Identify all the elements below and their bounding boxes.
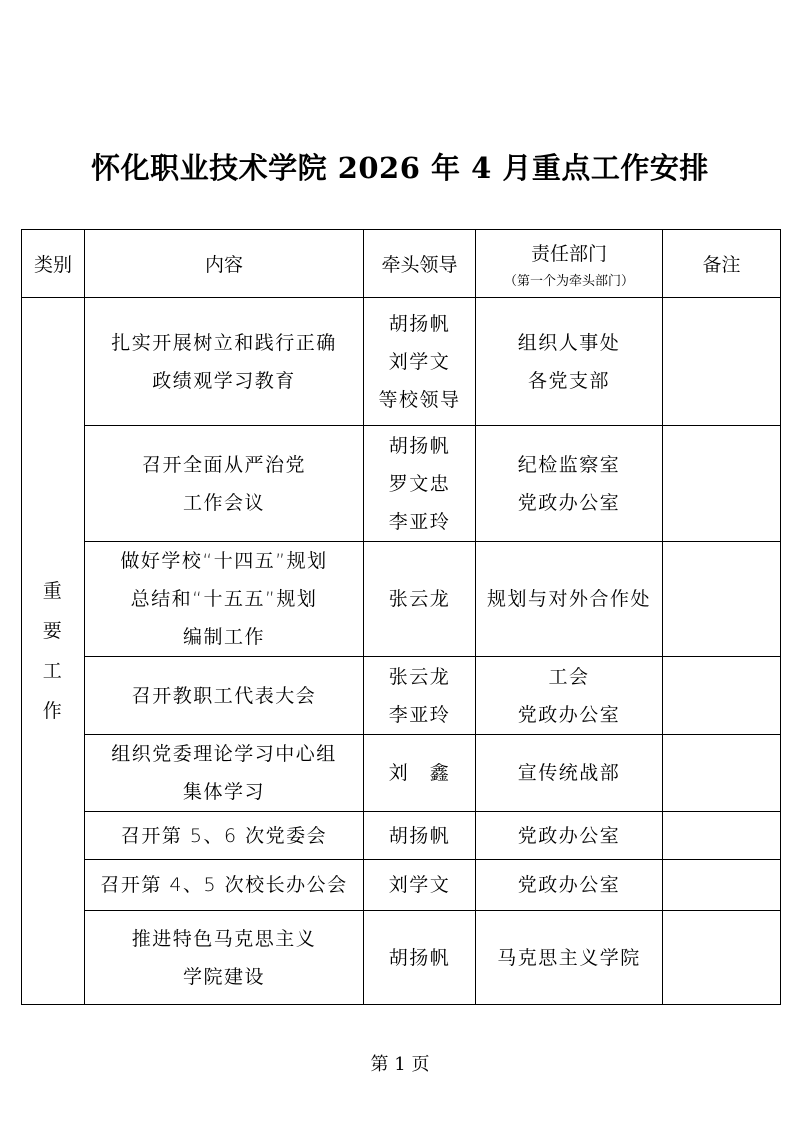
content-cell bbox=[85, 860, 364, 911]
content-line: 学院建设 bbox=[182, 965, 265, 988]
leader-line: 张云龙 bbox=[388, 588, 451, 610]
content-line: 工作会议 bbox=[182, 491, 265, 514]
department-line: 马克思主义学院 bbox=[497, 946, 641, 969]
leader-line: 罗文忠 bbox=[388, 472, 451, 495]
remark-cell bbox=[663, 812, 781, 860]
leader-cell bbox=[364, 911, 476, 1005]
leader-cell bbox=[364, 657, 476, 735]
department-line: 党政办公室 bbox=[517, 824, 621, 847]
leader-line: 刘学文 bbox=[388, 874, 451, 896]
leader-line: 胡扬帆 bbox=[388, 434, 451, 457]
header-department-label: 责任部门 bbox=[530, 242, 607, 265]
department-line: 党政办公室 bbox=[517, 874, 621, 896]
content-cell bbox=[85, 735, 364, 812]
department-cell bbox=[476, 298, 663, 426]
leader-line: 胡扬帆 bbox=[388, 312, 451, 335]
header-department bbox=[476, 230, 663, 298]
table-row bbox=[22, 542, 781, 657]
leader-line: 刘 鑫 bbox=[388, 762, 451, 784]
department-cell bbox=[476, 735, 663, 812]
content-cell bbox=[85, 657, 364, 735]
department-line: 各党支部 bbox=[527, 369, 610, 392]
remark-cell bbox=[663, 860, 781, 911]
leader-line: 李亚玲 bbox=[388, 510, 451, 533]
content-cell bbox=[85, 812, 364, 860]
department-cell bbox=[476, 911, 663, 1005]
header-remark: 备注 bbox=[663, 230, 781, 298]
category-char: 作 bbox=[42, 700, 64, 722]
leader-cell bbox=[364, 735, 476, 812]
work-plan-table bbox=[21, 229, 781, 1005]
department-cell bbox=[476, 860, 663, 911]
content-cell bbox=[85, 911, 364, 1005]
department-line: 规划与对外合作处 bbox=[486, 588, 651, 610]
content-line: 召开全面从严治党 bbox=[141, 453, 306, 476]
table-row bbox=[22, 911, 781, 1005]
table-row bbox=[22, 812, 781, 860]
category-char: 重 bbox=[42, 580, 64, 602]
department-line: 工会 bbox=[548, 665, 590, 688]
remark-cell bbox=[663, 735, 781, 812]
table-row bbox=[22, 426, 781, 542]
content-cell bbox=[85, 542, 364, 657]
department-cell bbox=[476, 542, 663, 657]
header-department-note: （第一个为牵头部门） bbox=[503, 273, 634, 289]
table-body bbox=[22, 298, 781, 1005]
leader-line: 胡扬帆 bbox=[388, 824, 451, 847]
leader-line: 李亚玲 bbox=[388, 703, 451, 726]
content-line: 政绩观学习教育 bbox=[152, 369, 296, 392]
content-line: 扎实开展树立和践行正确 bbox=[111, 331, 337, 354]
content-line: 编制工作 bbox=[182, 626, 265, 648]
leader-cell bbox=[364, 860, 476, 911]
page-number: 第 1 页 bbox=[370, 1054, 430, 1075]
category-char: 工 bbox=[42, 660, 64, 682]
leader-cell bbox=[364, 426, 476, 542]
leader-line: 胡扬帆 bbox=[388, 946, 451, 969]
content-line: 推进特色马克思主义 bbox=[131, 927, 317, 950]
header-category: 类别 bbox=[22, 230, 85, 298]
table-row bbox=[22, 657, 781, 735]
page-title: 怀化职业技术学院 2026 年 4 月重点工作安排 bbox=[91, 151, 709, 185]
content-line: 组织党委理论学习中心组 bbox=[111, 743, 337, 765]
department-line: 党政办公室 bbox=[517, 703, 621, 726]
department-cell bbox=[476, 426, 663, 542]
department-cell bbox=[476, 812, 663, 860]
department-line: 纪检监察室 bbox=[517, 453, 621, 476]
content-line: 召开第 5、6 次党委会 bbox=[120, 824, 328, 847]
header-content: 内容 bbox=[85, 230, 364, 298]
header-leader: 牵头领导 bbox=[364, 230, 476, 298]
department-line: 党政办公室 bbox=[517, 491, 621, 514]
category-cell bbox=[22, 298, 85, 1005]
content-cell bbox=[85, 426, 364, 542]
remark-cell bbox=[663, 426, 781, 542]
remark-cell bbox=[663, 542, 781, 657]
content-line: 集体学习 bbox=[182, 781, 265, 803]
content-line: 召开教职工代表大会 bbox=[131, 684, 317, 707]
content-line: 总结和“十五五”规划 bbox=[130, 588, 318, 610]
content-line: 做好学校“十四五”规划 bbox=[120, 550, 328, 572]
remark-cell bbox=[663, 911, 781, 1005]
table-row bbox=[22, 735, 781, 812]
leader-cell bbox=[364, 542, 476, 657]
leader-line: 等校领导 bbox=[378, 388, 461, 411]
department-cell bbox=[476, 657, 663, 735]
table-row bbox=[22, 860, 781, 911]
leader-line: 刘学文 bbox=[388, 350, 451, 373]
department-line: 组织人事处 bbox=[517, 331, 621, 354]
leader-cell bbox=[364, 298, 476, 426]
category-char: 要 bbox=[42, 620, 64, 642]
remark-cell bbox=[663, 657, 781, 735]
department-line: 宣传统战部 bbox=[517, 762, 621, 784]
content-cell bbox=[85, 298, 364, 426]
content-line: 召开第 4、5 次校长办公会 bbox=[100, 874, 348, 896]
table-row bbox=[22, 298, 781, 426]
leader-line: 张云龙 bbox=[388, 665, 451, 688]
table-header-row bbox=[22, 230, 781, 298]
leader-cell bbox=[364, 812, 476, 860]
remark-cell bbox=[663, 298, 781, 426]
